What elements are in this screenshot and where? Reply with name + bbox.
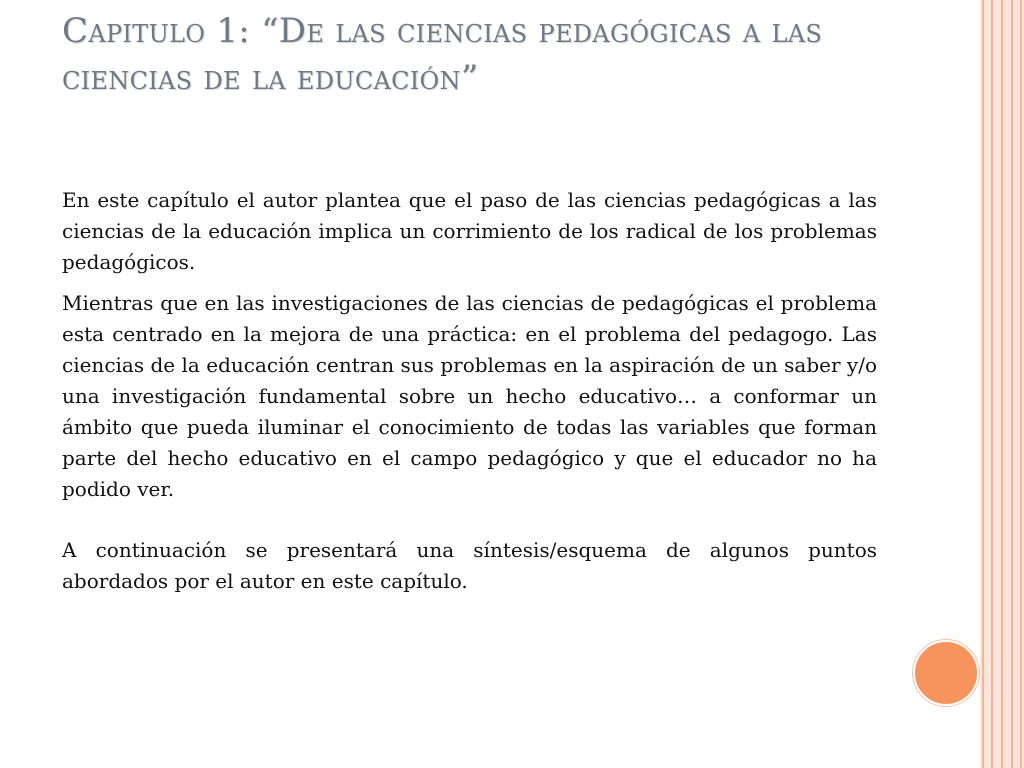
decorative-stripe <box>982 0 984 768</box>
decorative-stripe <box>1001 0 1003 768</box>
paragraph-next-steps: A continuación se presentará una síntesis/esquema de algunos puntos abordados por el autor en este capítulo. <box>62 538 877 593</box>
decorative-circle <box>913 640 979 706</box>
paragraph-comparison: Mientras que en las investigaciones de las ciencias de pedagógicas el problema esta centrado en la mejora de una práctica: en el problema del pedagogo. Las ciencias de la educación centran sus problemas en la aspiración de un saber y/o una investigación fundamental sobre un hecho educativo… a conformar un ámbito que pueda iluminar el conocimiento de todas las variables que forman parte del hecho educativo en el campo pedagógico y que el educador no ha podido ver. <box>62 291 877 501</box>
slide-title: Capitulo 1: “De las ciencias pedagógicas a las ciencias de la educación” <box>62 11 823 98</box>
decorative-stripe <box>1020 0 1022 768</box>
slide-body <box>62 185 877 607</box>
decorative-stripe <box>991 0 993 768</box>
paragraph-intro: En este capítulo el autor plantea que el paso de las ciencias pedagógicas a las ciencias de la educación implica un corrimiento de los radical de los problemas pedagógicos. <box>62 188 877 274</box>
decorative-stripe <box>1011 0 1013 768</box>
